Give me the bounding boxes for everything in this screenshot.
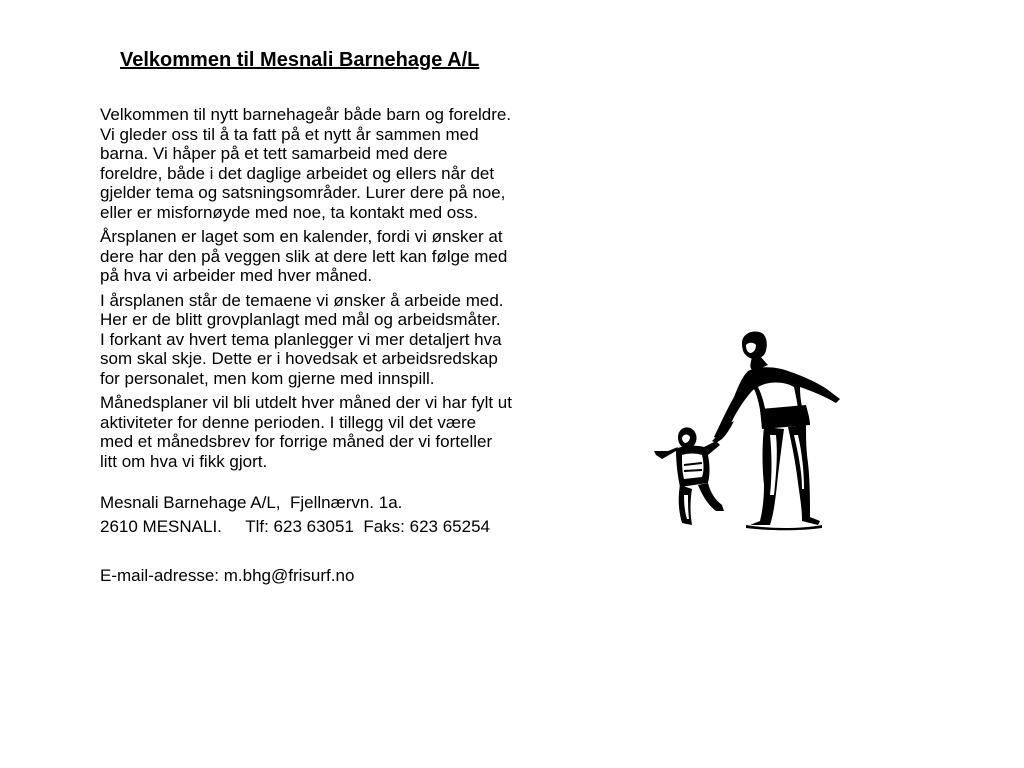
text-line: for personalet, men kom gjerne med innspill. xyxy=(100,368,435,388)
text-line: på hva vi arbeider med hver måned. xyxy=(100,266,373,285)
contact-phone-fax: 2610 MESNALI. Tlf: 623 63051 Faks: 623 65254 xyxy=(100,517,490,536)
text-line: foreldre, både i det daglige arbeidet og ellers når det xyxy=(100,163,495,183)
text-line: dere har den på veggen slik at dere lett kan følge med xyxy=(100,246,508,266)
text-line: Månedsplaner vil bli utdelt hver måned der vi har fylt ut xyxy=(100,393,512,412)
text-line: med et månedsbrev for forrige måned der vi forteller xyxy=(100,432,493,451)
text-line: I årsplanen står de temaene vi ønsker å arbeide med. xyxy=(100,290,504,310)
text-line: Vi gleder oss til å ta fatt på et nytt år sammen med xyxy=(100,124,479,144)
text-line: som skal skje. Dette er i hovedsak et arbeidsredskap xyxy=(100,349,498,368)
welcome-text xyxy=(100,105,600,476)
text-line: eller er misfornøyde med noe, ta kontakt med oss. xyxy=(100,202,478,222)
text-line: I forkant av hvert tema planlegger vi mer detaljert hva xyxy=(100,329,502,349)
text-line: Årsplanen er laget som en kalender, fordi vi ønsker at xyxy=(100,227,503,246)
parent-and-child-walking-icon xyxy=(650,325,845,535)
page-title: Velkommen til Mesnali Barnehage A/L xyxy=(120,49,480,71)
paragraph-annual-plan xyxy=(100,227,600,286)
paragraph-monthly-plans xyxy=(100,393,600,471)
text-line: gjelder tema og satsningsområder. Lurer dere på noe, xyxy=(100,183,506,202)
text-line: aktiviteter for denne perioden. I tillegg vil det være xyxy=(100,412,477,432)
text-line: Her er de blitt grovplanlagt med mål og arbeidsmåter. xyxy=(100,310,501,329)
contact-email: E-mail-adresse: m.bhg@frisurf.no xyxy=(100,566,355,585)
text-line: Velkommen til nytt barnehageår både barn og foreldre. xyxy=(100,105,512,124)
paragraph-themes xyxy=(100,291,600,389)
contact-address: Mesnali Barnehage A/L, Fjellnærvn. 1a. xyxy=(100,493,403,512)
text-line: barna. Vi håper på et tett samarbeid med dere xyxy=(100,144,448,163)
paragraph-welcome xyxy=(100,105,600,222)
text-line: litt om hva vi fikk gjort. xyxy=(100,451,268,471)
